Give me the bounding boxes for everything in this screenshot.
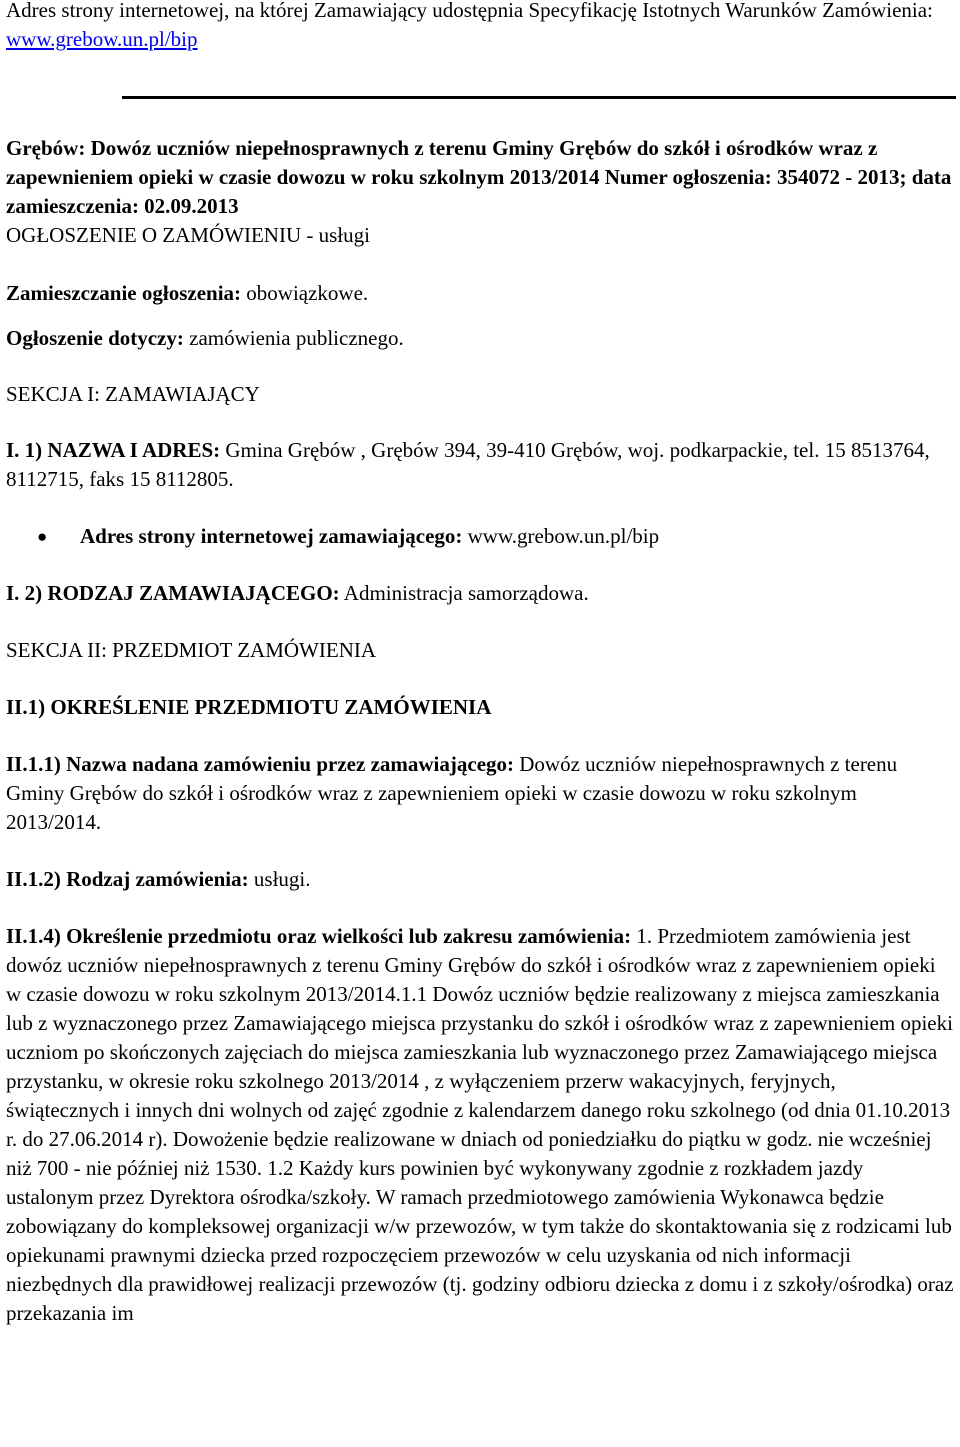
authority-kind-value: Administracja samorządowa. <box>343 581 589 605</box>
website-value: www.grebow.un.pl/bip <box>467 524 660 548</box>
section2-subheading: II.1) OKREŚLENIE PRZEDMIOTU ZAMÓWIENIA <box>6 695 492 719</box>
order-name-value: Dowóz uczniów niepełnosprawnych z terenu Gminy Grębów do szkół i ośrodków wraz z zapewnieniem opieki w czasie dowozu w roku szkolnym 2013/2014. <box>6 752 898 834</box>
section1-heading: SEKCJA I: ZAMAWIAJĄCY <box>6 382 260 406</box>
posting-line <box>6 279 954 308</box>
document-page <box>6 0 954 1328</box>
order-scope-value: 1. Przedmiotem zamówienia jest dowóz uczniów niepełnosprawnych z terenu Gminy Grębów do szkół i ośrodków wraz z zapewnieniem opieki w czasie dowozu w roku szkolnym 2013/2014.1.1 Dowóz uczniów będzie realizowany z miejsca zamieszkania lub z wyznaczonego przez Zamawiającego miejsca przystanku do szkół i ośrodków wraz z zapewnieniem opieki uczniom po skończonych zajęciach do miejsca zamieszkania lub wyznaczonego przez Zamawiającego miejsca przystanku, w okresie roku szkolnego 2013/2014 , z wyłączeniem przerw wakacyjnych, feryjnych, świątecznych i innych dni wolnych od zajęć zgodnie z kalendarzem danego roku szkolnego (od dnia 01.10.2013 r. do 27.06.2014 r). Dowożenie będzie realizowane w dniach od poniedziałku do piątku w godz. nie wcześniej niż 700 - nie później niż 1530. 1.2 Każdy kurs powinien być wykonywany zgodnie z rozkładem jazdy ustalonym przez Dyrektora ośrodka/szkoły. W ramach przedmiotowego zamówienia Wykonawca będzie zobowiązany do kompleksowej organizacji w/w przewozów, w tym także do skontaktowania się z rodzicami lub opiekunami prawnymi dziecka przed rozpoczęciem przewozów w celu uzyskania od nich informacji niezbędnych dla prawidłowej realizacji przewozów (tj. godziny odbioru dziecka z domu i z szkoły/ośrodka) oraz przekazania im <box>6 924 954 1325</box>
horizontal-rule <box>122 96 956 99</box>
siwz-intro <box>6 0 954 54</box>
siwz-url-link[interactable]: www.grebow.un.pl/bip <box>6 27 198 51</box>
concerns-label: Ogłoszenie dotyczy: <box>6 326 184 350</box>
posting-label: Zamieszczanie ogłoszenia: <box>6 281 242 305</box>
posting-value: obowiązkowe. <box>246 281 369 305</box>
order-name-label: II.1.1) Nazwa nadana zamówieniu przez zamawiającego: <box>6 752 515 776</box>
concerns-line <box>6 324 954 353</box>
order-scope-label: II.1.4) Określenie przedmiotu oraz wielkości lub zakresu zamówienia: <box>6 924 632 948</box>
order-scope <box>6 922 954 1328</box>
notice-type: OGŁOSZENIE O ZAMÓWIENIU - usługi <box>6 223 370 247</box>
authority-kind <box>6 579 954 608</box>
notice-title: Grębów: Dowóz uczniów niepełnosprawnych z terenu Gminy Grębów do szkół i ośrodków wraz z zapewnieniem opieki w czasie dowozu w roku szkolnym 2013/2014 Numer ogłoszenia: 354072 - 2013; data zamieszczenia: 02.09.2013 <box>6 136 952 218</box>
bullet-icon: ● <box>37 527 48 546</box>
name-address-label: I. 1) NAZWA I ADRES: <box>6 438 221 462</box>
website-bullet <box>37 522 954 551</box>
section2-heading: SEKCJA II: PRZEDMIOT ZAMÓWIENIA <box>6 638 377 662</box>
contracting-authority-name <box>6 436 954 494</box>
order-name <box>6 750 954 837</box>
order-type <box>6 865 954 894</box>
order-type-label: II.1.2) Rodzaj zamówienia: <box>6 867 249 891</box>
siwz-intro-text: Adres strony internetowej, na której Zamawiający udostępnia Specyfikację Istotnych Warunków Zamówienia: <box>6 0 933 22</box>
concerns-value: zamówienia publicznego. <box>189 326 404 350</box>
order-type-value: usługi. <box>253 867 311 891</box>
name-address-value: Gmina Grębów , Grębów 394, 39-410 Grębów, woj. podkarpackie, tel. 15 8513764, 8112715, faks 15 8112805. <box>6 438 930 491</box>
authority-kind-label: I. 2) RODZAJ ZAMAWIAJĄCEGO: <box>6 581 340 605</box>
website-label: Adres strony internetowej zamawiającego: <box>80 524 463 548</box>
